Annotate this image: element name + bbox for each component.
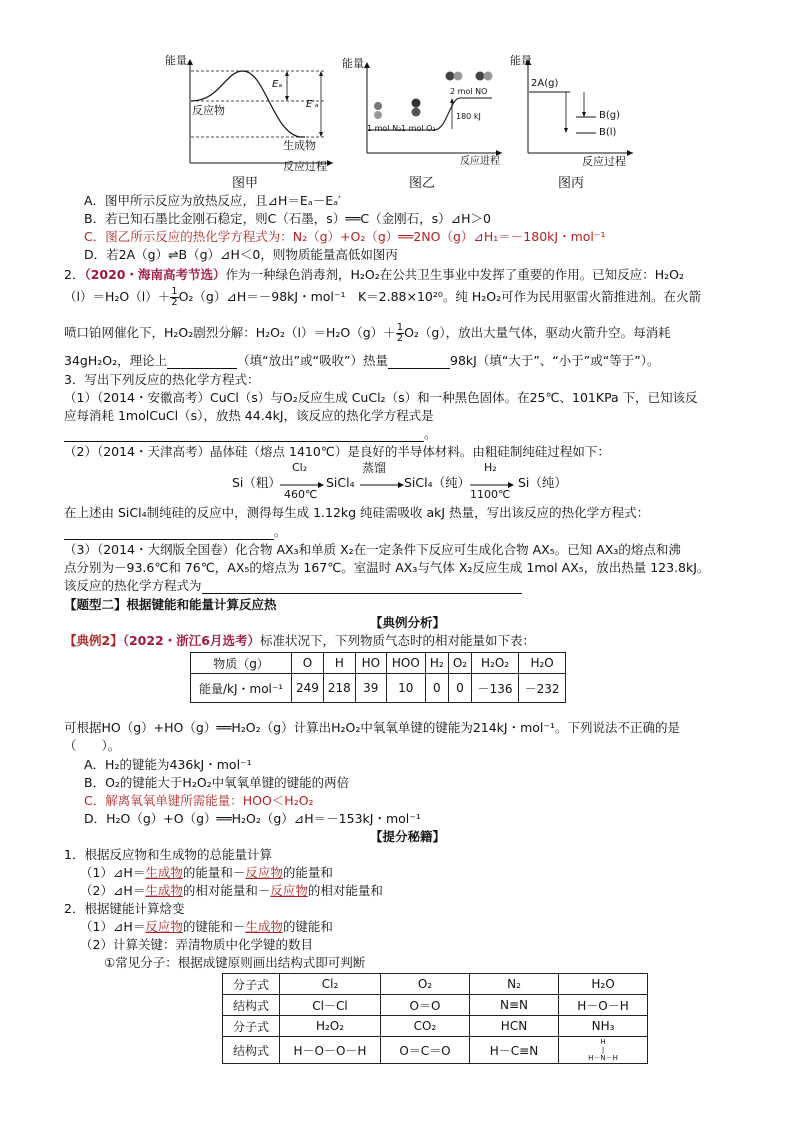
type2-title: 【题型二】根据键能和能量计算反应热	[64, 597, 277, 612]
tips-section-1: 1．根据反应物和生成物的总能量计算	[64, 847, 272, 862]
q2-number: 2．	[64, 267, 85, 282]
q2-text2b: O₂（g）⊿H＝－98kJ・mol⁻¹ K＝2.88×10²⁰。纯 H₂O₂可作为民用驱雷火箭推进剂。在火箭	[178, 289, 702, 304]
figure-yi-o2: 1 mol O₂	[401, 124, 436, 133]
structure-cell: H－C≡N	[470, 1037, 559, 1064]
q3-p2-line1: （2）（2014・天津高考）晶体硅（熔点 1410℃）是良好的半导体材料。由粗硅制纯硅过程如下：	[64, 444, 610, 459]
energy-table-cell: 218	[323, 674, 355, 703]
example2-stem-1: 可根据HO（g）+HO（g）══H₂O₂（g）计算出H₂O₂中氧氧单键的键能为214kJ・mol⁻¹。下列说法不正确的是	[64, 720, 681, 735]
q2-text2a: （l）＝H₂O（l）＋	[64, 289, 171, 304]
scheme-arrow2-top: 蒸馏	[362, 461, 387, 475]
structure-cell: Cl－Cl	[280, 995, 381, 1016]
q3-p2-answer-line[interactable]	[64, 525, 287, 540]
figure-yi-xlabel: 反应进程	[460, 156, 500, 167]
q3-p2-end: 。	[274, 524, 287, 539]
scheme-arrow1-bottom: 460℃	[284, 488, 318, 501]
q3-p1-line2: 应每消耗 1molCuCl（s），放热 44.4kJ，该反应的热化学方程式是	[64, 408, 434, 423]
structure-cell: 结构式	[223, 995, 280, 1016]
q2-text4b: （填“放出”或“吸收”）热量	[237, 353, 389, 368]
figure-bing-bl: B(l)	[599, 127, 617, 138]
figure-bing-a: 2A(g)	[531, 78, 559, 89]
tips-title: 【提分秘籍】	[370, 829, 446, 844]
q3-p1-line1: （1）（2014・安徽高考）CuCl（s）与O₂反应生成 CuCl₂（s）和一种黑色固体。在25℃、101KPa 下，已知该反	[64, 390, 698, 405]
q2-line3	[64, 323, 671, 344]
q3-p1-answer-line[interactable]	[64, 427, 437, 442]
energy-table-cell: －232	[519, 674, 566, 703]
scheme-sicl4-pure: SiCl₄（纯）	[404, 475, 471, 490]
energy-table-header-row	[191, 653, 566, 674]
q2-text4a: 34gH₂O₂，理论上	[64, 353, 168, 368]
q3-blank-1[interactable]	[64, 427, 424, 442]
q2-fraction-1: $\frac{1}{2}$	[171, 286, 178, 308]
structure-cell: NH₃	[559, 1016, 648, 1037]
structure-row	[223, 1037, 648, 1064]
tips-2c: ①常见分子：根据成键原则画出结构式即可判断	[104, 955, 366, 970]
tips-2a: （1）⊿H＝反应物的键能和－生成物的键能和	[80, 919, 333, 934]
structure-cell: HCN	[470, 1016, 559, 1037]
example2-source: （2022・浙江6月选考）	[122, 633, 260, 648]
figure-jia-reactant: 反应物	[192, 104, 225, 117]
figure-jia-product: 生成物	[283, 139, 316, 152]
figure-jia	[165, 55, 335, 175]
structure-cell: N≡N	[470, 995, 559, 1016]
figure-jia-ea: Eₐ	[272, 79, 283, 90]
figure-yi-ylabel: 能量	[342, 57, 364, 70]
q2-blank-2[interactable]	[388, 354, 450, 369]
q2-line4	[64, 354, 659, 369]
scheme-si-crude: Si（粗）	[232, 475, 281, 490]
energy-table-header: O	[292, 653, 324, 674]
nh3-main: H－N－H	[588, 1054, 618, 1062]
figure-jia-ea2: E′ₐ	[306, 99, 319, 110]
scheme-si-pure: Si（纯）	[518, 475, 567, 490]
q1-option-c: C．图乙所示反应的热化学方程式为：N₂（g）+O₂（g）══2NO（g）⊿H₁＝－180kJ・mol⁻¹	[84, 229, 606, 244]
structure-table	[222, 973, 648, 1064]
q2-blank-1[interactable]	[167, 354, 237, 369]
tips-1a: （1）⊿H＝生成物的能量和－反应物的能量和	[80, 865, 333, 880]
q3-p3-line1: （3）（2014・大纲版全国卷）化合物 AX₃和单质 X₂在一定条件下反应可生成化合物 AX₅。已知 AX₃的熔点和沸	[64, 542, 681, 557]
example2-header	[64, 634, 535, 648]
figure-bing	[510, 55, 635, 170]
energy-table-cell: 0	[425, 674, 448, 703]
example2-text: 标准状况下，下列物质气态时的相对能量如下表：	[259, 633, 535, 648]
figure-bing-caption: 图丙	[558, 176, 585, 191]
q2-fraction-2: $\frac{1}{2}$	[396, 322, 404, 344]
scheme-arrow3-bottom: 1100℃	[470, 488, 511, 501]
structure-cell: 分子式	[223, 1016, 280, 1037]
q3-title: 3．写出下列反应的热化学方程式：	[64, 372, 260, 387]
q3-blank-2[interactable]	[64, 525, 274, 540]
structure-row	[223, 974, 648, 995]
structure-cell: H₂O₂	[280, 1016, 381, 1037]
energy-table-label: 物质（g）	[191, 653, 292, 674]
q1-option-a: A．图甲所示反应为放热反应，且⊿H＝Eₐ－Eₐ′	[84, 193, 341, 208]
q3-p3-line2: 点分别为－93.6℃和 76℃，AX₅的熔点为 167℃。室温时 AX₃与气体 X₂反应生成 1mol AX₅，放出热量 123.8kJ。	[64, 560, 710, 575]
q3-p2-line2: 在上述由 SiCl₄制纯硅的反应中，测得每生成 1.12kg 纯硅需吸收 akJ 热量，写出该反应的热化学方程式：	[64, 505, 650, 520]
q2-text4c: 98kJ（填“大于”、“小于”或“等于”）。	[450, 353, 660, 368]
figure-bing-xlabel: 反应过程	[582, 155, 626, 168]
energy-table-cell: 249	[292, 674, 324, 703]
energy-table-cell: 10	[386, 674, 425, 703]
energy-table-cell: 0	[448, 674, 471, 703]
example-analysis-heading: 【典例分析】	[370, 615, 446, 630]
example2-label: 【典例2】	[64, 633, 123, 648]
tips-1b: （2）⊿H＝生成物的相对能量和－反应物的相对能量和	[80, 883, 383, 898]
energy-table-cell: 39	[355, 674, 386, 703]
structure-cell: N₂	[470, 974, 559, 995]
tips-section-2: 2．根据键能计算焓变	[64, 901, 185, 916]
q1-option-b: B．若已知石墨比金刚石稳定，则C（石墨，s）══C（金刚石，s）⊿H＞0	[84, 211, 491, 226]
structure-row	[223, 1016, 648, 1037]
q2-text3b: O₂（g），放出大量气体，驱动火箭升空。每消耗	[404, 325, 671, 340]
figure-jia-caption: 图甲	[232, 176, 259, 191]
energy-table-cell: －136	[472, 674, 519, 703]
structure-cell-nh3	[559, 1037, 648, 1064]
scheme-sicl4: SiCl₄	[326, 475, 355, 490]
q2-line1	[64, 268, 684, 282]
energy-table-header: H₂	[425, 653, 448, 674]
q3-blank-3[interactable]	[202, 579, 522, 594]
figure-yi	[342, 58, 502, 170]
figure-bing-bg: B(g)	[599, 110, 621, 121]
scheme-arrow1-top: Cl₂	[292, 461, 308, 474]
energy-table-header: O₂	[448, 653, 471, 674]
q2-text1: 作为一种绿色消毒剂，H₂O₂在公共卫生事业中发挥了重要的作用。已知反应：H₂O₂	[225, 267, 685, 282]
nh3-top-h: H	[600, 1038, 606, 1046]
energy-table-value-row	[191, 674, 566, 703]
example2-stem-2: （ ）。	[64, 738, 121, 753]
tips-2b: （2）计算关键：弄清物质中化学键的数目	[80, 937, 313, 952]
figure-yi-no: 2 mol NO	[450, 87, 488, 96]
structure-cell: H－O－H	[559, 995, 648, 1016]
example2-option-b: B．O₂的键能大于H₂O₂中氧氧单键的键能的两倍	[84, 775, 350, 790]
figure-jia-xlabel: 反应过程	[283, 160, 327, 173]
energy-table	[190, 652, 566, 703]
figure-bing-ylabel: 能量	[510, 54, 532, 67]
figure-yi-kj: 180 kJ	[456, 112, 481, 121]
q3-p3-line3	[64, 579, 522, 594]
energy-table-header: H₂O₂	[472, 653, 519, 674]
nh3-bond: |	[601, 1046, 605, 1054]
structure-row	[223, 995, 648, 1016]
structure-cell: 结构式	[223, 1037, 280, 1064]
structure-cell: 分子式	[223, 974, 280, 995]
example2-option-d: D．H₂O（g）+O（g）══H₂O₂（g）⊿H＝－153kJ・mol⁻¹	[84, 811, 421, 826]
energy-table-header: HOO	[386, 653, 425, 674]
q2-source: （2020・海南高考节选）	[84, 267, 226, 282]
figure-yi-n2: 1 mol N₂	[367, 124, 402, 133]
structure-cell: O₂	[381, 974, 470, 995]
structure-cell: H－O－O－H	[280, 1037, 381, 1064]
q1-option-d: D．若2A（g）⇌B（g）⊿H＜0，则物质能量高低如图丙	[84, 247, 398, 262]
figure-yi-caption: 图乙	[409, 176, 436, 191]
example2-option-c: C．解离氧氧单键所需能量：HOO＜H₂O₂	[84, 793, 314, 808]
structure-cell: Cl₂	[280, 974, 381, 995]
structure-cell: CO₂	[381, 1016, 470, 1037]
scheme-arrow3-top: H₂	[484, 461, 497, 474]
energy-table-header: HO	[355, 653, 386, 674]
q2-text3a: 喷口铂网催化下，H₂O₂剧烈分解：H₂O₂（l）＝H₂O（g）＋	[64, 325, 396, 340]
energy-table-row-label: 能量/kJ・mol⁻¹	[191, 674, 292, 703]
energy-table-header: H	[323, 653, 355, 674]
structure-cell: O＝C＝O	[381, 1037, 470, 1064]
figure-jia-ylabel: 能量	[165, 54, 187, 67]
energy-table-header: H₂O	[519, 653, 566, 674]
q2-line2	[64, 287, 701, 308]
q3-p1-end: 。	[424, 426, 437, 441]
structure-cell: H₂O	[559, 974, 648, 995]
example2-option-a: A．H₂的键能为436kJ・mol⁻¹	[84, 757, 252, 772]
silicon-process-scheme	[232, 462, 592, 502]
q3-p3-text: 该反应的热化学方程式为	[64, 578, 202, 593]
structure-cell: O＝O	[381, 995, 470, 1016]
